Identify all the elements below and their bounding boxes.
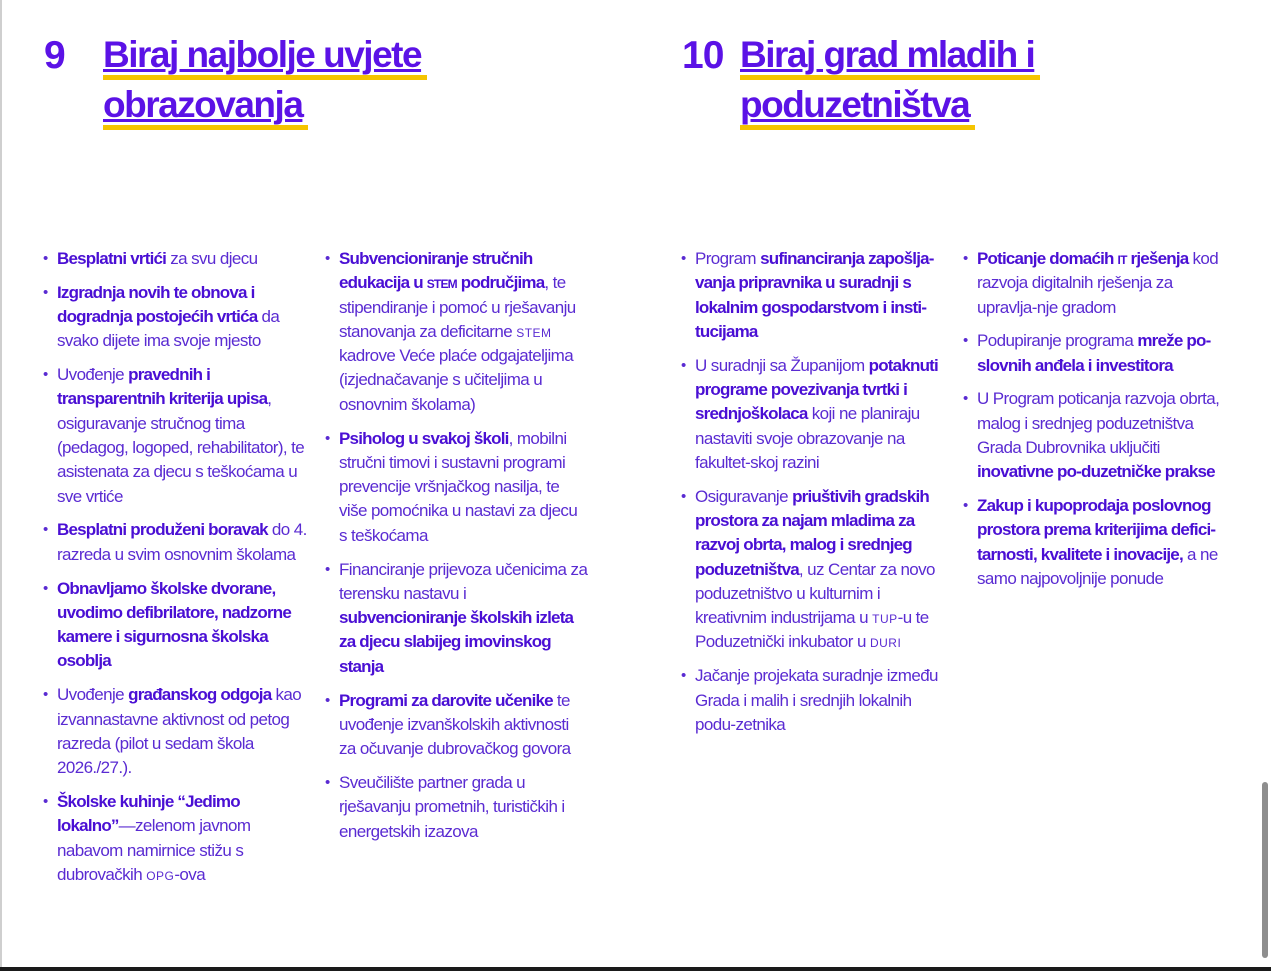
list-item [695,247,945,344]
item-text: Financiranje prijevoza učenicima za terensku nastavu i [339,559,588,603]
page-bottom-edge [0,967,1271,971]
list-item [695,485,945,655]
bold-text: subvencioniranje školskih izleta za djecu slabijeg imovinskog stanja [339,608,574,676]
bold-text: Izgradnja novih te obnova i dogradnja postojećih vrtića [57,282,258,327]
abbreviation: stem [426,273,457,293]
list-item [57,577,309,674]
list-item [977,329,1227,378]
item-text: do 4. razreda u svim osnovnim školama [57,520,307,564]
list-item [977,494,1227,591]
list-youth-col1 [695,247,945,747]
abbreviation: it [1117,249,1127,268]
item-text: -u te Poduzetnički inkubator u [695,608,929,652]
section-number-9: 9 [44,34,65,77]
item-text: Sveučilište partner grada u rješavanju prometnih, turističkih i energetskih izazova [339,772,565,841]
item-text: , te stipendiranje i pomoć u rješavanju stanovanja za deficitarne [339,273,576,341]
list-youth-col2 [977,247,1227,601]
bold-text: područjima [456,273,545,293]
list-item [57,790,309,887]
list-item [57,518,309,567]
list-item [977,247,1227,320]
item-text: kadrove Veće plaće odgajateljima (izjednačavanje s učiteljima u osnovnim školama) [339,346,574,414]
item-text: kao izvannastavne aktivnost od petog razreda (pilot u sedam škola 2026./27.). [57,685,302,778]
list-education-col1 [57,247,309,897]
section-title-10-line2: poduzetništva [740,84,975,130]
item-text: a ne samo najpovoljnije ponude [977,544,1218,589]
list-item [57,247,309,271]
section-title-9-line1: Biraj najbolje uvjete [103,34,427,80]
item-text: Program [695,249,761,268]
bold-text: mreže po-slovnih anđela i investitora [977,331,1211,375]
bold-text: potaknuti programe povezivanja tvrtki i srednjoškolaca [695,355,938,424]
bold-text: sufinanciranja zapošlja-vanja pripravnika u suradnji s lokalnim gospodarstvom i insti-tucijama [695,249,934,341]
abbreviation: duri [869,632,902,652]
list-item [339,689,589,762]
item-text: kod razvoja digitalnih rješenja za upravlja-nje gradom [977,249,1219,317]
item-text: Uvođenje [57,685,129,705]
item-text: , osiguravanje stručnog tima (pedagog, logoped, rehabilitator), te asistenata za djecu s teškoćama u sve vrtiće [57,389,305,506]
bold-text: Psiholog u svakoj školi [339,428,509,448]
item-text: U suradnji sa Županijom [695,355,869,375]
vertical-scrollbar[interactable] [1262,782,1268,958]
bold-text: inovativne po-duzetničke prakse [977,462,1215,482]
list-item [57,683,309,780]
bold-text: rješenja [1126,249,1189,268]
list-item [339,247,589,417]
item-text: Uvođenje [57,365,129,385]
list-education-col2 [339,247,589,853]
item-text: , uz Centar za novo poduzetništvo u kulturnim i kreativnim industrijama u [695,559,935,628]
abbreviation: opg [146,864,175,884]
section-title-10-line1: Biraj grad mladih i [740,34,1040,80]
bold-text: Poticanje domaćih [977,249,1118,268]
item-text: Jačanje projekata suradnje između Grada i malih i srednjih lokalnih podu-zetnika [695,666,938,734]
bold-text: priuštivih gradskih prostora za najam mladima za razvoj obrta, malog i srednjeg poduzetništva [695,486,929,579]
page-left-edge [0,0,2,971]
section-title-9-line2: obrazovanja [103,84,308,130]
item-text: U Program poticanja razvoja obrta, malog i srednjeg poduzetništva Grada Dubrovnika uključiti [977,389,1220,458]
section-title-9 [103,30,523,130]
list-item [695,354,945,475]
item-text: —zelenom javnom nabavom namirnice stižu s dubrovačkih [57,816,251,884]
bold-text: Besplatni produženi boravak [57,520,268,540]
item-text: , mobilni stručni timovi i sustavni programi prevencije vršnjačkog nasilja, te više pomoćnika u nastavi za djecu s teškoćama [339,428,578,545]
abbreviation: stem [516,321,552,341]
bold-text: Programi za darovite učenike [339,690,553,710]
item-text: za svu djecu [166,249,258,268]
bold-text: Besplatni vrtići [57,249,167,268]
item-text: -ova [174,864,206,884]
item-text: da svako dijete ima svoje mjesto [57,307,280,351]
item-text: te uvođenje izvanškolskih aktivnosti za očuvanje dubrovačkog govora [339,690,571,759]
section-number-10: 10 [682,34,724,77]
list-item [57,281,309,354]
item-text: Osiguravanje [695,486,793,506]
list-item [695,664,945,737]
list-item [339,427,589,548]
bold-text: Obnavljamo školske dvorane, uvodimo defibrilatore, nadzorne kamere i sigurnosna školska osoblja [57,578,292,671]
abbreviation: tup [872,608,898,628]
list-item [339,558,589,679]
bold-text: pravednih i transparentnih kriterija upisa [57,365,268,409]
list-item [339,771,589,844]
item-text: koji ne planiraju nastaviti svoje obrazovanje na fakultet-skoj razini [695,404,920,472]
list-item [57,363,309,509]
list-item [977,387,1227,484]
bold-text: Subvencioniranje stručnih edukacija u [339,249,533,293]
bold-text: građanskog odgoja [128,685,272,705]
section-title-10 [740,30,1160,130]
bold-text: Zakup i kupoprodaja poslovnog prostora prema kriterijima defici-tarnosti, kvalitete i inovacije, [977,496,1216,564]
bold-text: Školske kuhinje “Jedimo lokalno” [57,791,240,836]
item-text: Podupiranje programa [977,331,1138,351]
